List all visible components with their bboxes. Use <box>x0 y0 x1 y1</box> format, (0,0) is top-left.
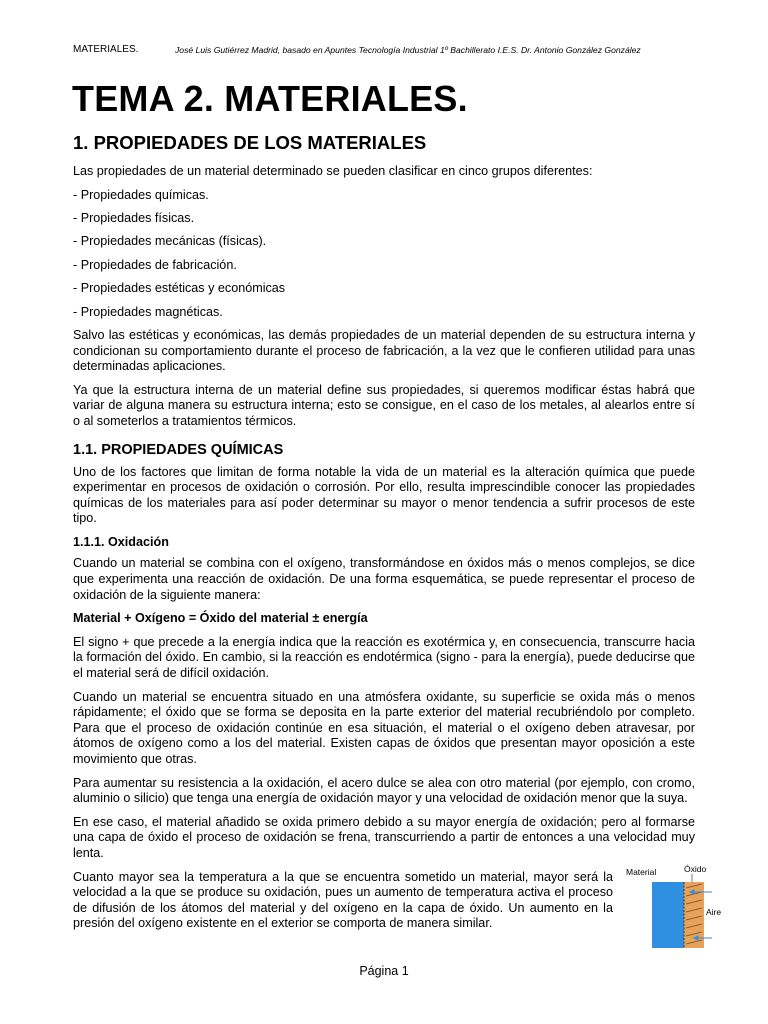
list-item: - Propiedades químicas. <box>73 187 209 202</box>
figure-label-air: Aire <box>706 907 722 917</box>
header-subject: MATERIALES. <box>73 44 139 55</box>
list-item: - Propiedades mecánicas (físicas). <box>73 234 267 249</box>
paragraph: Cuando un material se encuentra situado en una atmósfera oxidante, su superficie se oxida más o menos rápidamente; el óxido que se forma se deposita en la parte exterior del material recubriéndolo por completo. Para que el proceso de oxidación continúe en esa situación, el material o el oxígeno deben atravesar, por átomos de oxígeno como a los del material. Existen capas de óxidos que presentan mayor oposición a este movimiento que otras. <box>73 689 695 766</box>
section-1-1-heading: 1.1. PROPIEDADES QUÍMICAS <box>73 441 284 458</box>
list-item: - Propiedades estéticas y económicas <box>73 281 286 296</box>
paragraph: Cuando un material se combina con el oxígeno, transformándose en óxidos más o menos complejos, se dice que experimenta una reacción de oxidación. De una forma esquemática, se puede representar el proceso de oxidación de la siguiente manera: <box>73 556 695 602</box>
section-1-1-1-heading: 1.1.1. Oxidación <box>73 534 169 549</box>
page-number: Página 1 <box>359 964 409 978</box>
properties-list <box>73 188 695 321</box>
document-title: TEMA 2. MATERIALES. <box>72 78 468 119</box>
header-author: José Luis Gutiérrez Madrid, basado en Apuntes Tecnología Industrial 1º Bachillerato I.E.S. Dr. Antonio González González <box>175 45 641 55</box>
section-1-intro: Las propiedades de un material determinado se pueden clasificar en cinco grupos diferentes: <box>73 164 593 178</box>
paragraph: Para aumentar su resistencia a la oxidación, el acero dulce se alea con otro material (por ejemplo, con cromo, aluminio o silicio) que tenga una energía de oxidación mayor y una velocidad de oxidación menor que la suya. <box>73 775 695 806</box>
document-body <box>73 132 695 940</box>
list-item: - Propiedades de fabricación. <box>73 257 237 272</box>
material-block <box>652 882 684 948</box>
paragraph: En ese caso, el material añadido se oxida primero debido a su mayor energía de oxidación; pero al formarse una capa de óxido el proceso de oxidación se frena, transcurriendo a partir de entonces a una velocidad muy lenta. <box>73 814 695 860</box>
oxidation-diagram <box>622 862 722 954</box>
paragraph: Cuanto mayor sea la temperatura a la que se encuentra sometido un material, mayor será la velocidad a la que se produce su oxidación, pues un aumento de temperatura activa el proceso de difusión de los átomos del material y del oxígeno en la capa de óxido. Un aumento en la presión del oxígeno existente en el exterior se comporta de manera similar. <box>73 869 613 931</box>
paragraph: Salvo las estéticas y económicas, las demás propiedades de un material dependen de su estructura interna y condicionan su comportamiento durante el proceso de fabricación, a la vez que le confieren utilidad para unas determinadas aplicaciones. <box>73 327 695 374</box>
list-item: - Propiedades magnéticas. <box>73 304 223 319</box>
figure-label-oxide: Óxido <box>684 864 707 874</box>
paragraph: El signo + que precede a la energía indica que la reacción es exotérmica y, en consecuencia, transcurre hacia la formación del óxido. En cambio, si la reacción es endotérmica (signo - para la energía), puede deducirse que el material será de difícil oxidación. <box>73 634 695 681</box>
figure-label-material: Material <box>626 867 657 877</box>
section-1-heading: 1. PROPIEDADES DE LOS MATERIALES <box>73 132 427 153</box>
oxidation-formula: Material + Oxígeno = Óxido del material ± energía <box>73 611 368 626</box>
paragraph: Ya que la estructura interna de un material define sus propiedades, si queremos modificar éstas habrá que variar de alguna manera su estructura interna; esto se consigue, en el caso de los metales, al alearlos entre sí o al someterlos a tratamientos térmicos. <box>73 382 695 428</box>
list-item: - Propiedades físicas. <box>73 210 195 225</box>
paragraph: Uno de los factores que limitan de forma notable la vida de un material es la alteración química que puede experimentar en procesos de oxidación o corrosión. Por ello, resulta imprescindible conocer las propiedades químicas de los materiales para así poder determinar su mayor o menor tendencia a sufrir procesos de este tipo. <box>73 464 695 526</box>
page-header <box>73 44 688 55</box>
